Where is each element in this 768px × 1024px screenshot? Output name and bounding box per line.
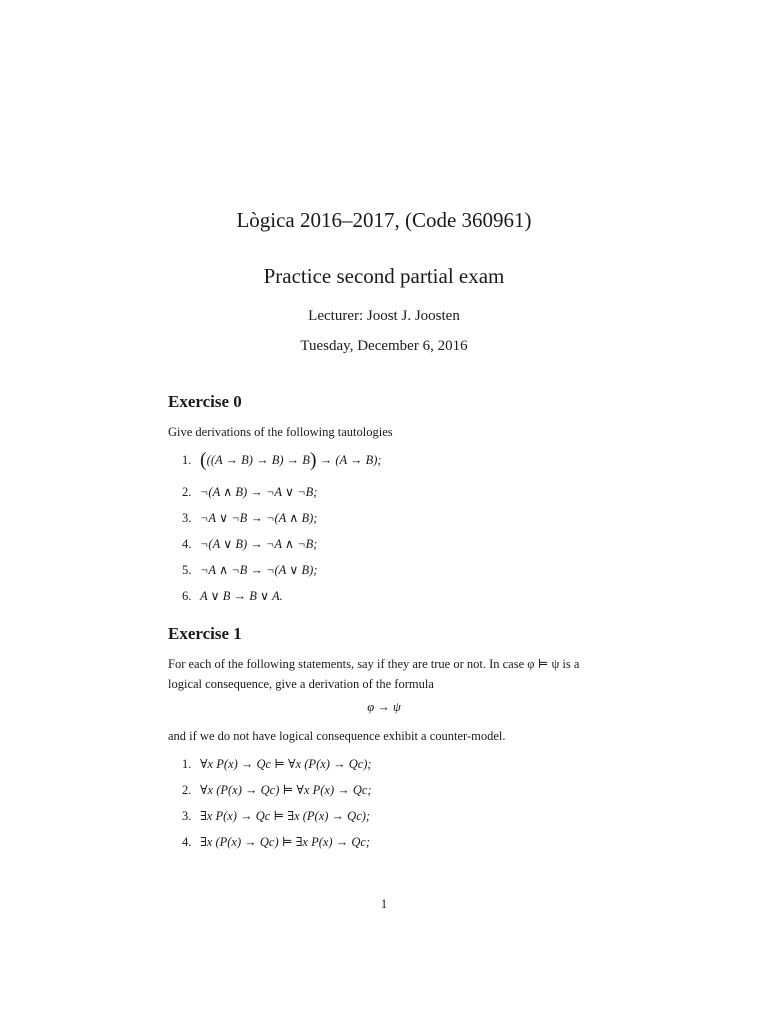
date-line: Tuesday, December 6, 2016 — [300, 338, 468, 354]
exercise-1-heading: Exercise 1 — [168, 624, 242, 643]
exercise-1-list — [182, 754, 372, 858]
document-subtitle: Practice second partial exam — [263, 264, 505, 288]
list-item: 5. ¬A ∧ ¬B → ¬(A ∨ B); — [182, 563, 318, 577]
list-item: 2. ¬(A ∧ B) → ¬A ∨ ¬B; — [182, 485, 318, 499]
list-item: 2. ∀x (P(x) → Qc) ⊨ ∀x P(x) → Qc; — [182, 783, 372, 797]
list-item: 4. ¬(A ∨ B) → ¬A ∧ ¬B; — [182, 537, 318, 551]
page-number: 1 — [380, 897, 388, 911]
list-item: 1. (((A → B) → B) → B) → (A → B); — [182, 449, 382, 471]
document-title: Lògica 2016–2017, (Code 360961) — [236, 208, 532, 232]
exercise-0-intro: Give derivations of the following tautologies — [168, 425, 393, 439]
list-item: 4. ∃x (P(x) → Qc) ⊨ ∃x P(x) → Qc; — [182, 835, 371, 849]
exercise-0-heading: Exercise 0 — [168, 392, 242, 411]
exercise-1-intro: For each of the following statements, say if they are true or not. In case φ ⊨ ψ is a logical consequence, give a derivation of the formula — [168, 657, 580, 691]
exercise-0-list — [182, 450, 382, 612]
list-item: 3. ¬A ∨ ¬B → ¬(A ∧ B); — [182, 511, 318, 525]
list-item: 3. ∃x P(x) → Qc ⊨ ∃x (P(x) → Qc); — [182, 809, 371, 823]
exercise-1-after: and if we do not have logical consequence exhibit a counter-model. — [168, 729, 506, 743]
display-formula: φ → ψ — [367, 700, 401, 714]
lecturer-line: Lecturer: Joost J. Joosten — [308, 308, 460, 324]
list-item: 6. A ∨ B → B ∨ A. — [182, 589, 283, 603]
list-item: 1. ∀x P(x) → Qc ⊨ ∀x (P(x) → Qc); — [182, 757, 372, 771]
